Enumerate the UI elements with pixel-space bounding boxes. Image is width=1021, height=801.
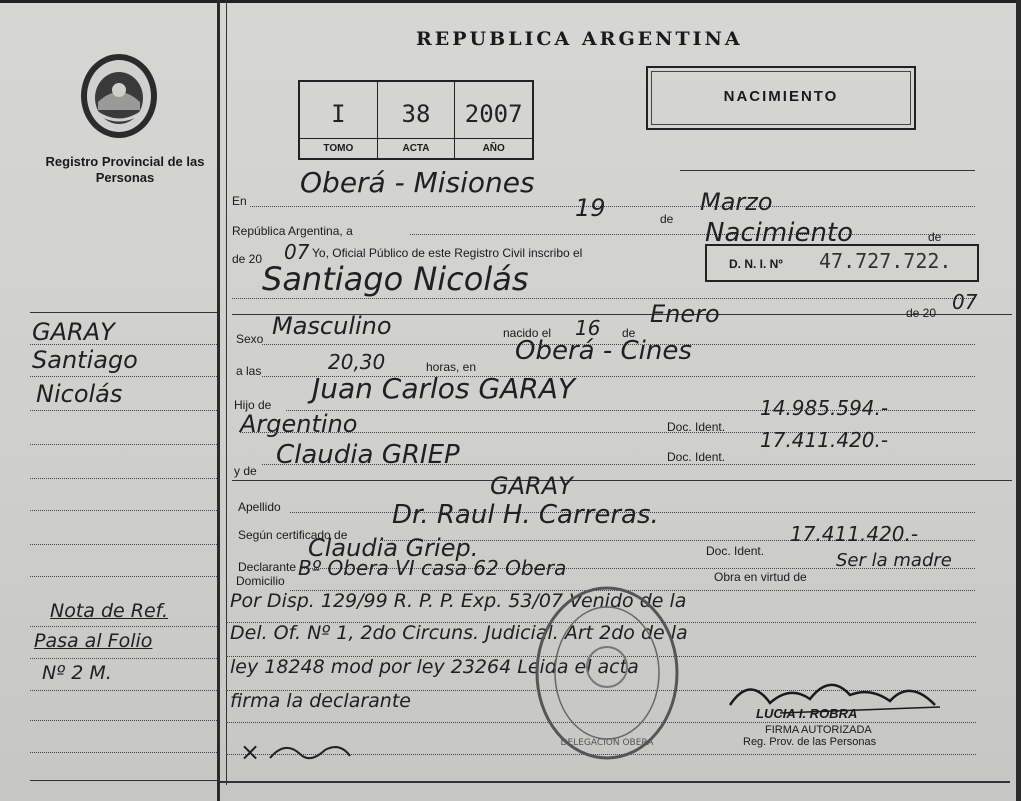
a-las-label: a las: [236, 364, 262, 378]
tomo-value: I: [331, 100, 346, 128]
father-nationality: Argentino: [240, 410, 358, 438]
dni-box: [705, 244, 979, 282]
act-type-box: [646, 66, 916, 130]
margin-note-3: Nº 2 M.: [42, 662, 112, 684]
margin-divider: [217, 0, 220, 801]
mother-name: Claudia GRIEP: [276, 440, 460, 470]
doctor-value: Dr. Raul H. Carreras.: [392, 500, 659, 530]
address-value: Bº Obera VI casa 62 Obera: [298, 556, 567, 580]
dotted-line: [30, 444, 217, 445]
day-value: 19: [575, 194, 606, 222]
republica-label: República Argentina, a: [232, 224, 353, 238]
acta-label: ACTA: [378, 138, 455, 159]
dotted-line: [30, 344, 217, 345]
act-type: NACIMIENTO: [723, 88, 839, 105]
dni-value: 47.727.722.: [819, 249, 952, 273]
right-edge: [1016, 0, 1021, 801]
rule: [30, 312, 217, 313]
obra-value: Ser la madre: [836, 550, 952, 571]
ano-label: AÑO: [455, 138, 532, 159]
dotted-line: [30, 510, 217, 511]
place-value: Oberá - Misiones: [300, 166, 535, 199]
form-left-rule: [226, 0, 227, 785]
ano-cell: [455, 82, 532, 158]
de-label-2: de: [928, 230, 942, 244]
margin-note-1: Nota de Ref.: [50, 600, 169, 622]
de-label: de: [660, 212, 674, 226]
dotted-line: [30, 690, 217, 691]
year-value: 07: [284, 240, 310, 264]
declarante-label: Declarante: [238, 560, 297, 574]
dotted-line: [250, 206, 975, 207]
sex-value: Masculino: [272, 312, 392, 340]
office-stamp-icon: [534, 585, 680, 761]
dotted-line: [30, 544, 217, 545]
footer-mark: ×: [240, 738, 261, 766]
dotted-line: [30, 626, 217, 627]
dotted-line: [262, 464, 975, 465]
obra-label: Obra en virtud de: [714, 570, 807, 584]
de20-label-2: de 20: [906, 306, 937, 320]
hijo-label: Hijo de: [234, 398, 272, 412]
dotted-line: [30, 478, 217, 479]
declarant-value: Claudia Griep.: [308, 534, 479, 562]
father-name: Juan Carlos GARAY: [312, 372, 575, 405]
note-line-1: Por Disp. 129/99 R. P. P. Exp. 53/07 Venido de la: [230, 590, 687, 612]
nacido-label: nacido el: [503, 326, 552, 340]
signatory-name: LUCIA I. ROBRA: [756, 706, 858, 721]
acta-cell: [378, 82, 456, 158]
yde-label: y de: [234, 464, 257, 478]
registry-name: Registro Provincial de las Personas: [45, 154, 205, 185]
doc-label-father: Doc. Ident.: [667, 420, 726, 434]
dotted-line: [30, 376, 217, 377]
surname-value: GARAY: [490, 472, 573, 500]
acta-value: 38: [401, 100, 431, 128]
birth-day: 16: [575, 316, 601, 340]
father-doc: 14.985.594.-: [760, 396, 889, 420]
margin-second-name: Nicolás: [36, 380, 123, 408]
doc-label-mother: Doc. Ident.: [667, 450, 726, 464]
apellido-label: Apellido: [238, 500, 281, 514]
birth-year: 07: [952, 290, 978, 314]
dotted-line: [30, 752, 217, 753]
stamp-text: DELEGACION OBERA: [560, 738, 654, 748]
domicilio-label: Domicilio: [236, 574, 285, 588]
form-bottom-rule: [220, 781, 1010, 783]
declarant-doc: 17.411.420.-: [790, 522, 919, 546]
signatory-office: Reg. Prov. de las Personas: [743, 736, 877, 748]
rule: [680, 170, 975, 171]
scribble-mark-icon: [265, 740, 355, 770]
certificado-label: Según certificado de: [238, 528, 348, 542]
sexo-label: Sexo: [236, 332, 264, 346]
horas-label: horas, en: [426, 360, 477, 374]
dotted-line: [30, 410, 217, 411]
child-name: Santiago Nicolás: [262, 260, 529, 298]
rule: [232, 480, 1012, 481]
dni-label: D. N. I. Nº: [729, 257, 783, 271]
dotted-line: [30, 658, 217, 659]
dotted-line: [232, 298, 975, 299]
note-line-4: firma la declarante: [230, 690, 411, 712]
birth-time: 20,30: [328, 350, 386, 374]
note-line-2: Del. Of. Nº 1, 2do Circuns. Judicial. Art 2do de la: [230, 622, 688, 644]
book-reference-box: [298, 80, 534, 160]
margin-first-name: Santiago: [32, 346, 138, 374]
margin-surname: GARAY: [32, 318, 115, 346]
tomo-label: TOMO: [300, 138, 377, 159]
en-label: En: [232, 194, 247, 208]
month-value: Marzo: [700, 188, 773, 216]
top-edge: [0, 0, 1021, 3]
document-title: REPUBLICA ARGENTINA: [416, 28, 743, 50]
dotted-line: [30, 576, 217, 577]
doc-label-declarant: Doc. Ident.: [706, 544, 765, 558]
inscribe-value: Nacimiento: [705, 218, 854, 248]
dotted-line: [410, 234, 975, 235]
note-line-3: ley 18248 mod por ley 23264 Leida el acta: [230, 656, 639, 678]
oficial-text: Yo, Oficial Público de este Registro Civil inscribo el: [312, 246, 583, 260]
margin-note-2: Pasa al Folio: [34, 630, 153, 652]
rule: [30, 780, 217, 781]
signatory-title: FIRMA AUTORIZADA: [765, 724, 872, 736]
birth-place: Oberá - Cines: [515, 336, 692, 366]
de20-label: de 20: [232, 252, 263, 266]
dotted-line: [30, 720, 217, 721]
de-label-3: de: [622, 326, 636, 340]
provincial-seal-icon: [78, 52, 160, 140]
mother-doc: 17.411.420.-: [760, 428, 889, 452]
tomo-cell: [300, 82, 378, 158]
birth-month: Enero: [650, 300, 720, 328]
ano-value: 2007: [464, 100, 523, 128]
